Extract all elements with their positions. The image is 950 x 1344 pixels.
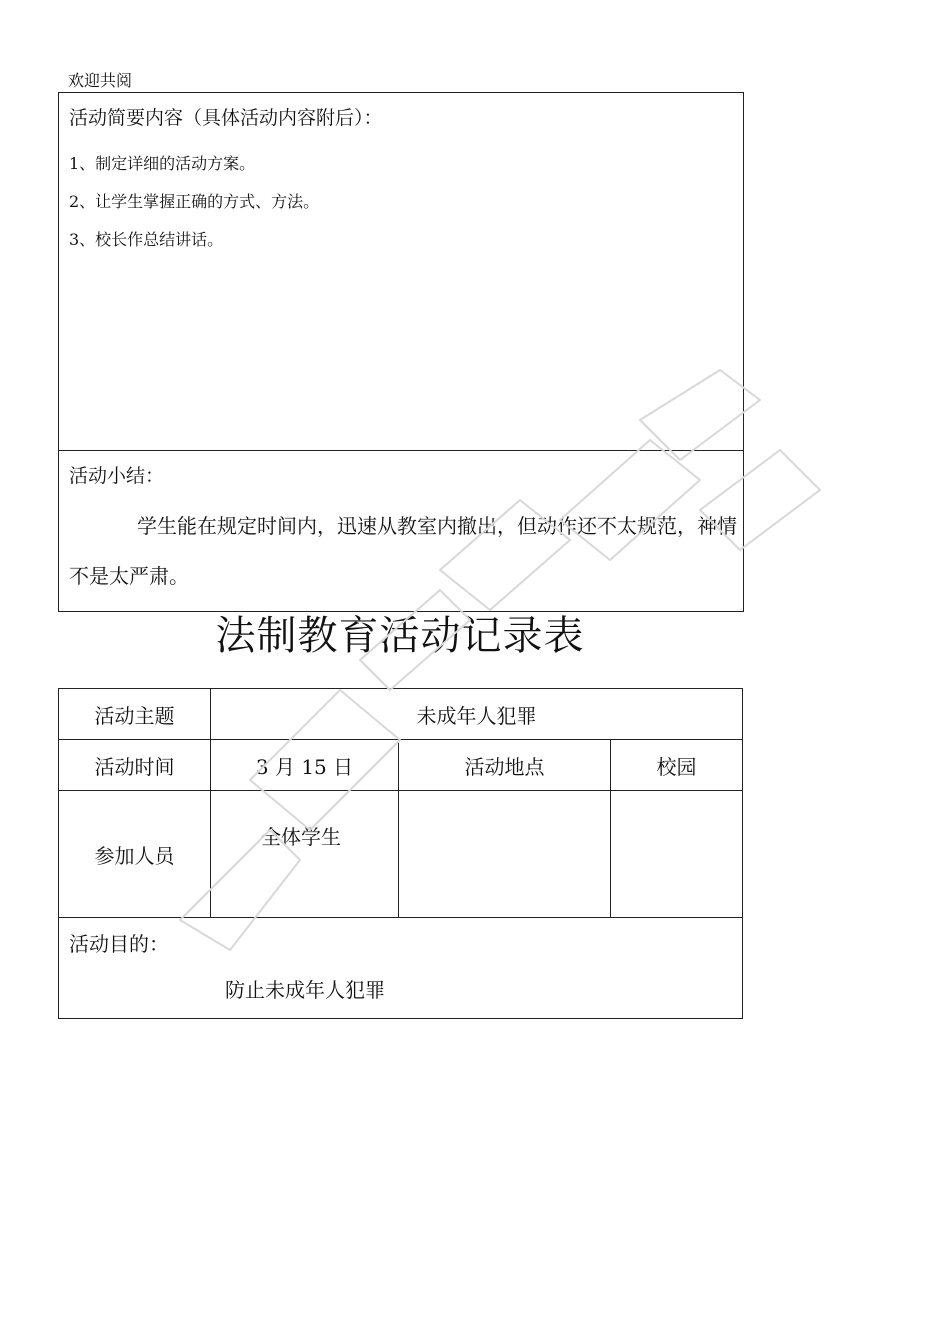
- goal-value: 防止未成年人犯罪: [225, 978, 385, 1002]
- time-value: 3 月 15 日: [211, 740, 399, 791]
- theme-value: 未成年人犯罪: [211, 689, 743, 740]
- content-item: 1、制定详细的活动方案。: [69, 154, 256, 173]
- activity-summary-box: [58, 92, 744, 612]
- section-divider: [59, 450, 743, 451]
- header-note: 欢迎共阅: [68, 71, 133, 90]
- place-label: 活动地点: [399, 740, 611, 791]
- content-item: 3、校长作总结讲话。: [69, 230, 224, 249]
- goal-cell: [59, 918, 743, 1019]
- place-value: 校园: [611, 740, 743, 791]
- record-title: 法制教育活动记录表: [215, 613, 585, 659]
- time-label: 活动时间: [59, 740, 211, 791]
- members-label: 参加人员: [59, 791, 211, 918]
- summary-text: 学生能在规定时间内，迅速从教室内撤出，但动作还不太规范，神情不是太严肃。: [69, 514, 737, 588]
- content-title: 活动简要内容（具体活动内容附后）：: [69, 107, 383, 129]
- empty-cell: [611, 791, 743, 918]
- goal-label: 活动目的：: [69, 932, 169, 956]
- record-table: [58, 688, 743, 1019]
- empty-cell: [399, 791, 611, 918]
- summary-title: 活动小结：: [69, 465, 165, 487]
- members-value: 全体学生: [211, 791, 399, 918]
- theme-label: 活动主题: [59, 689, 211, 740]
- content-item: 2、让学生掌握正确的方式、方法。: [69, 192, 320, 211]
